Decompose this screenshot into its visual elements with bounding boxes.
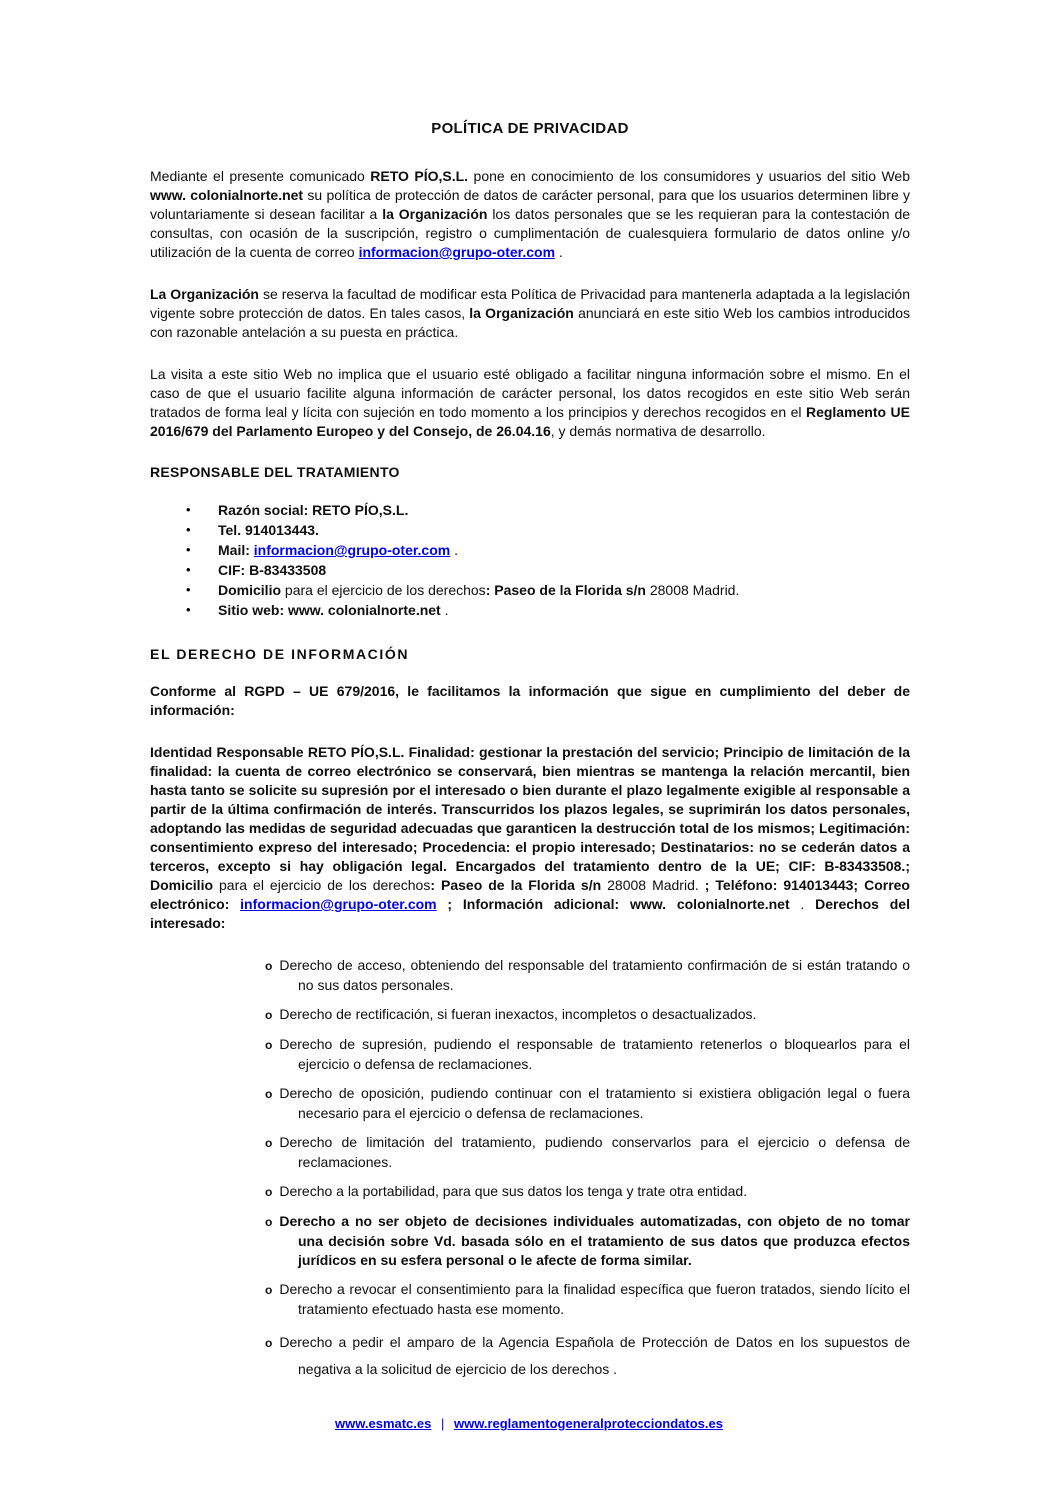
paragraph: [150, 365, 910, 441]
circle-bullet-icon: o: [265, 1215, 273, 1229]
circle-bullet-icon: o: [265, 1008, 273, 1022]
responsable-list: [150, 500, 910, 620]
circle-bullet-icon: o: [265, 1185, 273, 1199]
text-run: :: [485, 582, 495, 598]
text-run: Derecho de oposición, pudiendo continuar con el tratamiento si existiera obligación legal o fuera necesario para el ejercicio o defensa de reclamaciones.: [279, 1085, 910, 1121]
list-item: [150, 540, 910, 560]
text-run: Conforme al RGPD – UE 679/2016, le facilitamos la información que sigue en cumplimiento del deber de información:: [150, 683, 910, 718]
circle-bullet-icon: o: [265, 1283, 273, 1297]
text-run: Información adicional: www. colonialnorte.net: [462, 896, 790, 912]
text-run: Paseo de la Florida s/n: [441, 877, 608, 893]
text-run: Derecho de limitación del tratamiento, pudiendo conservarlos para el ejercicio o defensa de reclamaciones.: [279, 1134, 910, 1170]
rights-list: [150, 956, 910, 1382]
text-run: .: [450, 542, 458, 558]
text-run: Derecho de acceso, obteniendo del responsable del tratamiento confirmación de si están tratando o no sus datos personales.: [279, 957, 910, 993]
page-title: POLÍTICA DE PRIVACIDAD: [431, 120, 629, 137]
email-link[interactable]: informacion@grupo-oter.com: [358, 244, 556, 260]
text-run: Reglamento UE 2016/679 del Parlamento Europeo y del Consejo, de 26.04.16: [150, 404, 910, 439]
right-item: [150, 1133, 910, 1172]
section-heading-responsable: RESPONSABLE DEL TRATAMIENTO: [150, 464, 400, 480]
right-item: [150, 1084, 910, 1123]
section-heading-derecho-informacion: EL DERECHO DE INFORMACIÓN: [150, 646, 410, 662]
text-run: ; Teléfono: 914013443; Correo electrónico:: [150, 877, 910, 912]
bullet-icon: •: [186, 602, 191, 617]
circle-bullet-icon: o: [265, 1087, 273, 1101]
right-item: [150, 1005, 910, 1025]
text-run: RETO PÍO,S.L.: [370, 168, 469, 184]
list-item: [150, 520, 910, 540]
right-item: [150, 1212, 910, 1270]
bullet-icon: •: [186, 522, 191, 537]
text-run: La visita a este sitio Web no implica que el usuario esté obligado a facilitar ninguna información sobre el mismo. En el caso de que el usuario facilite alguna información de carácter personal, los datos recogidos en este sitio Web serán tratados de forma leal y lícita con sujeción en todo momento a los principios y derechos recogidos en el: [150, 366, 910, 420]
email-link[interactable]: informacion@grupo-oter.com: [253, 542, 451, 558]
intro-section: [150, 167, 910, 441]
text-run: .: [789, 896, 816, 912]
text-run: Razón social: RETO PÍO,S.L.: [218, 502, 409, 518]
text-run: .: [555, 244, 563, 260]
paragraph: [150, 285, 910, 342]
text-run: Sitio web: www. colonialnorte.net: [218, 602, 441, 618]
list-item: [150, 500, 910, 520]
text-run: los datos personales que se les requieran para la contestación de consultas, con ocasión de la suscripción, registro o cumplimentación de cualesquiera formulario de datos online y/o utilización de la cuenta de correo: [150, 206, 911, 260]
right-item: [150, 1329, 910, 1382]
email-link[interactable]: informacion@grupo-oter.com: [240, 896, 437, 912]
bullet-icon: •: [186, 542, 191, 557]
text-run: Derechos del interesado:: [150, 896, 910, 931]
text-run: Identidad Responsable RETO PÍO,S.L. Finalidad: gestionar la prestación del servicio; Principio de limitación de la finalidad: la cuenta de correo electrónico se conservará, bien mientras se mantenga la relación mercantil, bien hasta tanto se solicite su supresión por el interesado o bien durante el plazo legalmente exigible al responsable a partir de la última confirmación de interés. Transcurridos los plazos legales, se suprimirán los datos personales, adoptando las medidas de seguridad adecuadas que garanticen la destrucción total de los mismos; Legitimación: consentimiento expreso del interesado; Procedencia: el propio interesado; Destinatarios: no se cederán datos a terceros, excepto si hay obligación legal. Encargados del tratamiento dentro de la UE; CIF: B-83433508.; Domicilio: [150, 744, 910, 893]
text-run: pone en conocimiento de los consumidores y usuarios del sitio Web: [468, 168, 910, 184]
text-run: Domicilio: [218, 582, 282, 598]
text-run: .: [440, 602, 449, 618]
text-run: Derecho a no ser objeto de decisiones individuales automatizadas, con objeto de no tomar una decisión sobre Vd. basada sólo en el tratamiento de sus datos que produzca efectos jurídicos en su esfera personal o le afecte de forma similar.: [279, 1213, 910, 1268]
text-run: Tel. 914013443.: [218, 522, 319, 538]
text-run: Paseo de la Florida s/n: [494, 582, 650, 598]
text-run: la Organización: [469, 305, 574, 321]
bullet-icon: •: [186, 582, 191, 597]
paragraph: [150, 743, 910, 933]
text-run: Derecho de supresión, pudiendo el responsable de tratamiento retenerlos o bloquearlos para el ejercicio o defensa de reclamaciones.: [279, 1036, 910, 1072]
text-run: Mediante el presente comunicado: [150, 168, 371, 184]
circle-bullet-icon: o: [265, 959, 273, 973]
text-run: anunciará en este sitio Web los cambios introducidos con razonable antelación a su puesta en práctica.: [150, 305, 911, 340]
text-run: su política de protección de datos de carácter personal, para que los usuarios determinen libre y voluntariamente si desean facilitar a: [150, 187, 911, 222]
paragraph: [150, 682, 910, 720]
right-item: [150, 1280, 910, 1319]
text-run: la Organización: [382, 206, 488, 222]
right-item: [150, 956, 910, 995]
paragraph: [150, 167, 910, 262]
text-run: 28008 Madrid.: [649, 582, 740, 598]
text-run: www. colonialnorte.net: [150, 187, 304, 203]
list-item: [150, 600, 910, 620]
text-run: ;: [436, 896, 463, 912]
footer-link[interactable]: www.esmatc.es: [335, 1416, 432, 1431]
footer-link[interactable]: www.reglamentogeneralprotecciondatos.es: [453, 1416, 723, 1431]
footer: [0, 1416, 1058, 1431]
text-run: para el ejercicio de los derechos: [213, 877, 431, 893]
list-item: [150, 560, 910, 580]
text-run: 28008 Madrid.: [607, 877, 705, 893]
footer-separator: |: [437, 1416, 448, 1431]
circle-bullet-icon: o: [265, 1336, 273, 1350]
derecho-paragraphs: [150, 682, 910, 933]
list-item: [150, 580, 910, 600]
text-run: , y demás normativa de desarrollo.: [550, 423, 766, 439]
bullet-icon: •: [186, 562, 191, 577]
text-run: Derecho a revocar el consentimiento para la finalidad específica que fueron tratados, siendo lícito el tratamiento efectuado hasta ese momento.: [279, 1281, 910, 1317]
text-run: Derecho a la portabilidad, para que sus datos los tenga y trate otra entidad.: [279, 1183, 748, 1199]
bullet-icon: •: [186, 502, 191, 517]
circle-bullet-icon: o: [265, 1136, 273, 1150]
text-run: :: [430, 877, 441, 893]
text-run: CIF: B-83433508: [218, 562, 327, 578]
text-run: Derecho a pedir el amparo de la Agencia Española de Protección de Datos en los supuestos de negativa a la solicitud de ejercicio de los derechos .: [279, 1334, 910, 1377]
text-run: para el ejercicio de los derechos: [281, 582, 486, 598]
text-run: Derecho de rectificación, si fueran inexactos, incompletos o desactualizados.: [279, 1006, 757, 1022]
text-run: Mail:: [218, 542, 254, 558]
text-run: se reserva la facultad de modificar esta Política de Privacidad para mantenerla adaptada a la legislación vigente sobre protección de datos. En tales casos,: [150, 286, 910, 321]
right-item: [150, 1182, 910, 1202]
circle-bullet-icon: o: [265, 1038, 273, 1052]
right-item: [150, 1035, 910, 1074]
text-run: La Organización: [150, 286, 259, 302]
